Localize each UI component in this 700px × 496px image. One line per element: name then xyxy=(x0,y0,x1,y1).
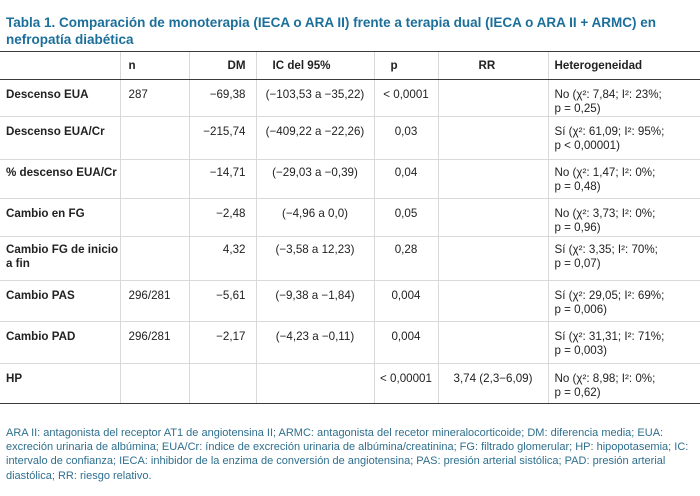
cell-heterogeneity xyxy=(548,117,700,160)
cell-heterogeneity xyxy=(548,160,700,199)
heterogeneity-line-1: No (χ²: 7,84; I²: 23%; xyxy=(554,88,662,101)
cell-p: 0,004 xyxy=(374,281,438,322)
cell-dm: −14,71 xyxy=(189,160,256,199)
cell-n xyxy=(120,237,189,281)
header-label xyxy=(0,52,120,80)
table-header xyxy=(0,52,700,80)
cell-heterogeneity xyxy=(548,199,700,237)
cell-ic: (−103,53 a −35,22) xyxy=(256,80,374,117)
cell-p: 0,004 xyxy=(374,322,438,364)
cell-label: Cambio PAS xyxy=(0,281,120,322)
header-p: p xyxy=(374,52,438,80)
table-row xyxy=(0,364,700,404)
table-row xyxy=(0,237,700,281)
table-row xyxy=(0,322,700,364)
cell-heterogeneity xyxy=(548,364,700,404)
table-number: Tabla 1. xyxy=(6,15,56,30)
cell-ic: (−4,23 a −0,11) xyxy=(256,322,374,364)
heterogeneity-line-2: p = 0,003) xyxy=(554,344,608,357)
cell-heterogeneity xyxy=(548,80,700,117)
cell-rr xyxy=(438,281,548,322)
table-row xyxy=(0,281,700,322)
cell-dm: −215,74 xyxy=(189,117,256,160)
cell-n xyxy=(120,364,189,404)
cell-rr xyxy=(438,199,548,237)
cell-rr xyxy=(438,237,548,281)
heterogeneity-line-2: p = 0,25) xyxy=(554,102,601,115)
header-heterogeneity: Heterogeneidad xyxy=(548,52,700,80)
cell-label: Cambio FG de inicio a fin xyxy=(0,237,120,281)
cell-rr xyxy=(438,160,548,199)
cell-ic: (−4,96 a 0,0) xyxy=(256,199,374,237)
cell-dm: 4,32 xyxy=(189,237,256,281)
cell-label: Descenso EUA xyxy=(0,80,120,117)
table-row xyxy=(0,80,700,117)
table-row xyxy=(0,199,700,237)
cell-heterogeneity xyxy=(548,281,700,322)
heterogeneity-line-2: p = 0,96) xyxy=(554,221,601,234)
heterogeneity-line-2: p = 0,07) xyxy=(554,257,601,270)
cell-n xyxy=(120,117,189,160)
cell-n xyxy=(120,160,189,199)
results-table xyxy=(0,51,700,404)
cell-p: 0,03 xyxy=(374,117,438,160)
cell-p: < 0,00001 xyxy=(374,364,438,404)
cell-label: HP xyxy=(0,364,120,404)
header-row xyxy=(0,52,700,80)
heterogeneity-line-1: Sí (χ²: 3,35; I²: 70%; xyxy=(554,243,658,256)
cell-rr xyxy=(438,322,548,364)
heterogeneity-line-2: p = 0,006) xyxy=(554,303,608,316)
cell-label: Descenso EUA/Cr xyxy=(0,117,120,160)
cell-label: Cambio PAD xyxy=(0,322,120,364)
heterogeneity-line-2: p = 0,48) xyxy=(554,180,601,193)
header-ic: IC del 95% xyxy=(256,52,374,80)
heterogeneity-line-2: p = 0,62) xyxy=(554,386,601,399)
header-n: n xyxy=(120,52,189,80)
cell-n: 296/281 xyxy=(120,322,189,364)
cell-p: < 0,0001 xyxy=(374,80,438,117)
table-row xyxy=(0,160,700,199)
cell-dm: −2,48 xyxy=(189,199,256,237)
heterogeneity-line-1: No (χ²: 1,47; I²: 0%; xyxy=(554,166,656,179)
heterogeneity-line-1: No (χ²: 3,73; I²: 0%; xyxy=(554,207,656,220)
cell-p: 0,04 xyxy=(374,160,438,199)
table-body xyxy=(0,80,700,404)
cell-n: 287 xyxy=(120,80,189,117)
cell-dm: −69,38 xyxy=(189,80,256,117)
cell-rr xyxy=(438,117,548,160)
cell-n xyxy=(120,199,189,237)
cell-ic: (−3,58 a 12,23) xyxy=(256,237,374,281)
cell-dm: −2,17 xyxy=(189,322,256,364)
cell-rr: 3,74 (2,3−6,09) xyxy=(438,364,548,404)
heterogeneity-line-1: No (χ²: 8,98; I²: 0%; xyxy=(554,372,656,385)
cell-ic: (−29,03 a −0,39) xyxy=(256,160,374,199)
cell-rr xyxy=(438,80,548,117)
header-dm: DM xyxy=(189,52,256,80)
cell-ic: (−409,22 a −22,26) xyxy=(256,117,374,160)
cell-dm: −5,61 xyxy=(189,281,256,322)
cell-label: Cambio en FG xyxy=(0,199,120,237)
cell-n: 296/281 xyxy=(120,281,189,322)
cell-p: 0,05 xyxy=(374,199,438,237)
header-rr: RR xyxy=(438,52,548,80)
cell-ic xyxy=(256,364,374,404)
heterogeneity-line-1: Sí (χ²: 31,31; I²: 71%; xyxy=(554,330,665,343)
heterogeneity-line-1: Sí (χ²: 61,09; I²: 95%; xyxy=(554,125,665,138)
table-footnote: ARA II: antagonista del receptor AT1 de angiotensina II; ARMC: antagonista del recetor mineralocorticoide; DM: diferencia media; EUA: excreción urinaria de albúmina; EUA/Cr: índice de excreción urinaria de albúmina/creatinina; FG: filtrado glomerular; HP: hipopotasemia; IC: intervalo de confianza; IECA: inhibidor de la enzima de conversión de angiotensina; PAS: presión arterial sistólica; PAD: presión arterial diastólica; RR: riesgo relativo. xyxy=(6,427,689,482)
table-title: Comparación de monoterapia (IECA o ARA II) frente a terapia dual (IECA o ARA II + ARMC) en nefropatía diabética xyxy=(6,15,656,47)
cell-p: 0,28 xyxy=(374,237,438,281)
cell-heterogeneity xyxy=(548,237,700,281)
cell-label: % descenso EUA/Cr xyxy=(0,160,120,199)
table-row xyxy=(0,117,700,160)
cell-ic: (−9,38 a −1,84) xyxy=(256,281,374,322)
heterogeneity-line-2: p < 0,00001) xyxy=(554,139,620,152)
cell-dm xyxy=(189,364,256,404)
cell-heterogeneity xyxy=(548,322,700,364)
table-caption xyxy=(6,14,696,48)
heterogeneity-line-1: Sí (χ²: 29,05; I²: 69%; xyxy=(554,289,665,302)
